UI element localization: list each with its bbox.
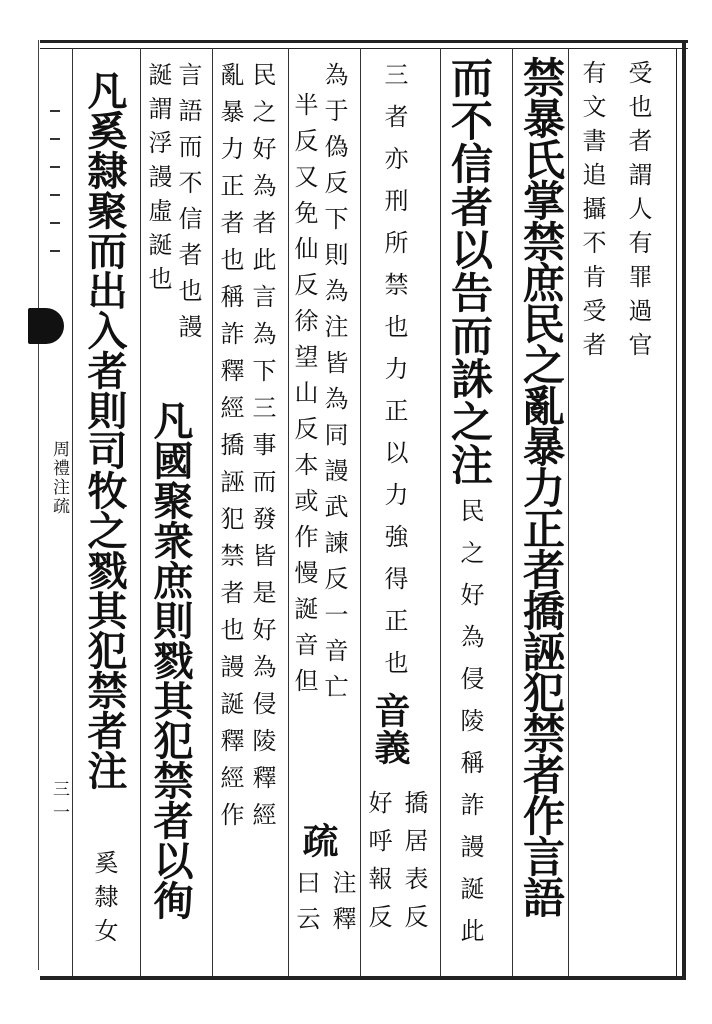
column-separator <box>140 48 141 976</box>
text-column-9-note: 半反又免仙反徐望山反本或作慢誕音但 <box>290 92 318 704</box>
text-column-1: 受也者謂人有罪過官 <box>624 60 652 366</box>
fishtail-mark-icon <box>28 308 64 344</box>
text-column-2: 有文書追攝不肯受者 <box>578 60 606 366</box>
text-column-8-note: 為于偽反下則為注皆為同謾武諫反一音亡 <box>320 62 348 710</box>
text-column-11-note: 亂暴力正者也稱詐釋經撟誣犯禁者也謾誕釋經作 <box>216 62 244 839</box>
text-column-6-note: 撟居表反 <box>400 790 428 942</box>
text-column-14-note: 奚隸女 <box>90 850 118 952</box>
frame-border-top <box>40 40 688 43</box>
text-column-4-main: 而不信者以告而誅之注 <box>445 56 494 486</box>
text-column-12-note: 言語而不信者也謾 <box>174 62 202 350</box>
text-column-10-note: 民之好為者此言為下三事而發皆是好為侵陵釋經 <box>248 62 276 839</box>
text-column-12-main: 凡國聚衆庶則戮其犯禁者以徇 <box>147 400 194 920</box>
text-column-13-note: 誕謂浮謾虛誕也 <box>144 62 172 300</box>
text-column-5-note: 三者亦刑所禁也力正以力強得正也 <box>380 62 408 692</box>
text-column-9b-note: 曰云 <box>292 870 320 942</box>
column-separator <box>212 48 213 976</box>
column-separator <box>360 48 361 976</box>
column-separator <box>512 48 513 976</box>
shu-marker: 疏 <box>297 822 339 859</box>
yinyi-marker: 音義 <box>369 692 411 766</box>
column-separator <box>72 48 73 976</box>
column-separator <box>440 48 441 976</box>
frame-border-bottom <box>40 976 686 980</box>
text-column-4-note: 民之好為侵陵稱詐謾誕此 <box>456 498 484 960</box>
fold-edge-line <box>38 40 39 970</box>
margin-page-number: 三一 <box>49 780 69 826</box>
text-column-14-main: 凡奚隸聚而出入者則司牧之戮其犯禁者注 <box>81 70 128 790</box>
column-separator <box>568 48 569 976</box>
frame-border-right-inner <box>676 48 677 976</box>
text-column-3: 禁暴氏掌禁庶民之亂暴力正者撟誣犯禁者作言語 <box>517 56 566 917</box>
column-separator <box>288 48 289 976</box>
frame-border-right <box>682 40 686 980</box>
text-column-8b-note: 注釋 <box>328 870 356 942</box>
frame-border-top-inner <box>40 48 688 49</box>
text-column-7-note: 好呼報反 <box>364 790 392 942</box>
margin-book-title: 周禮注疏 <box>49 440 69 516</box>
fold-tick-marks <box>44 110 68 310</box>
